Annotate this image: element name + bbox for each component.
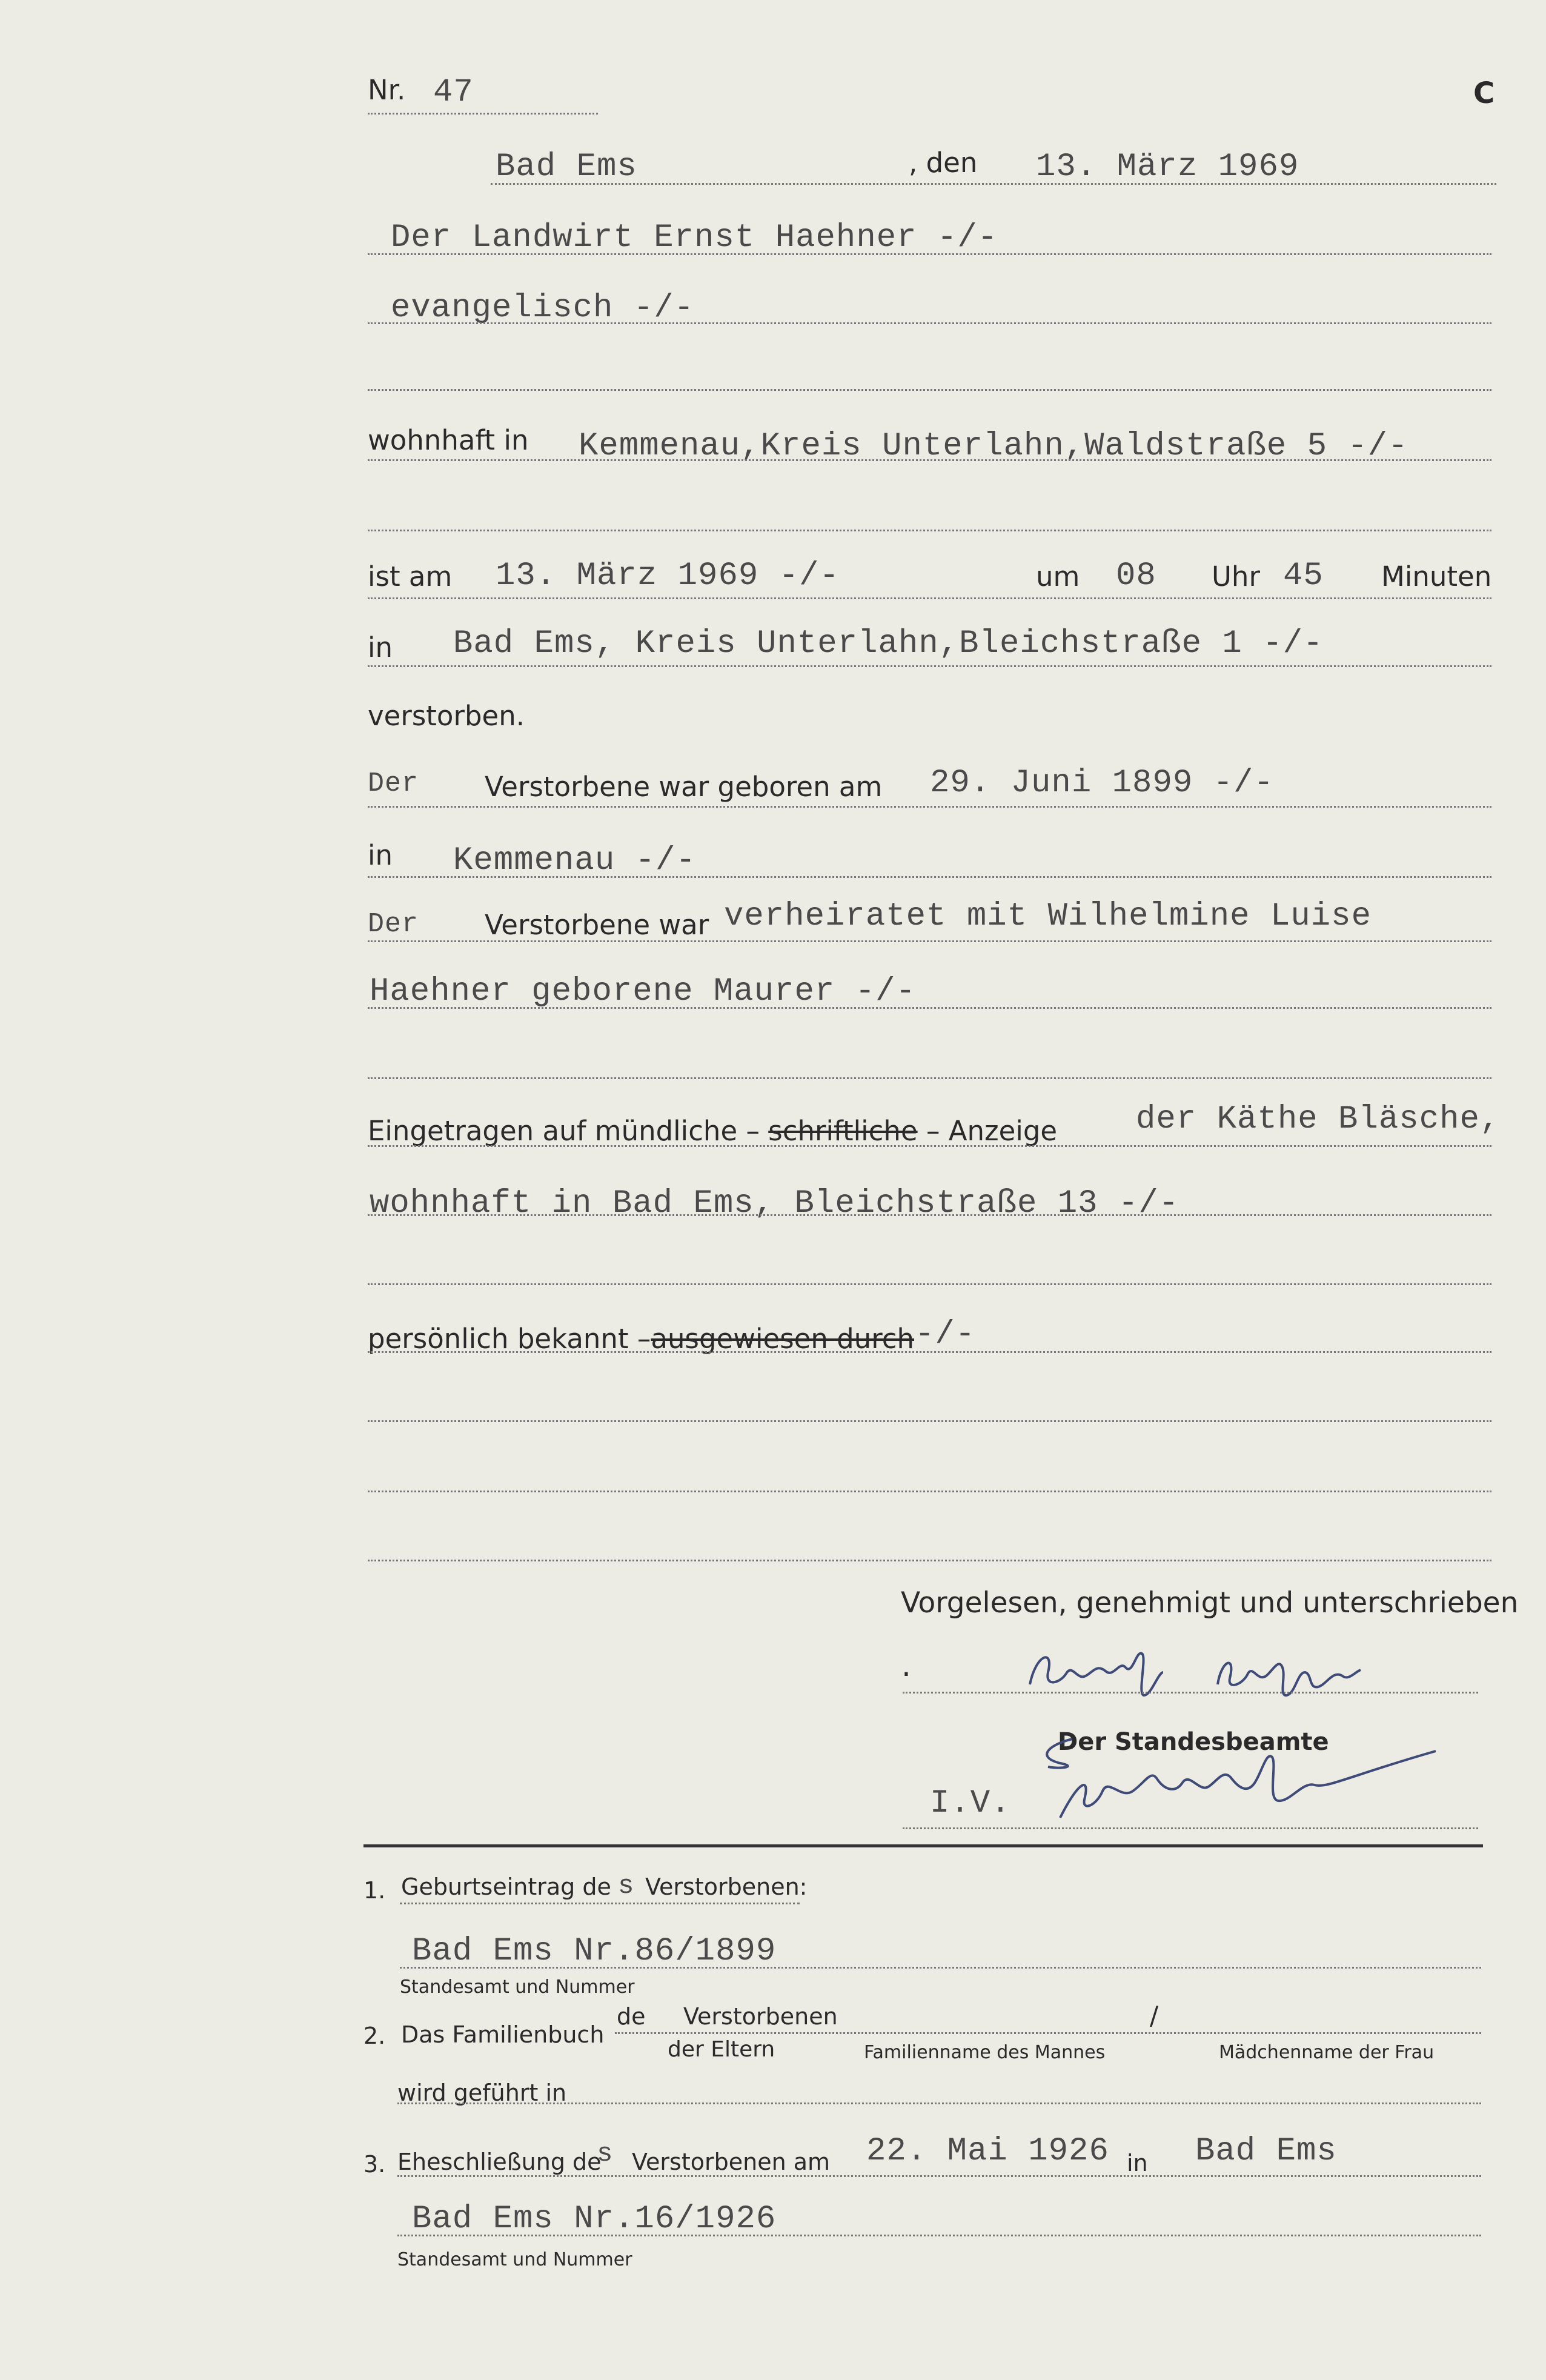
place: Bad Ems	[496, 148, 637, 185]
residence-value: Kemmenau,Kreis Unterlahn,Waldstraße 5 -/-	[579, 428, 1408, 465]
marriage-in-label: in	[1127, 2150, 1148, 2176]
marital-line-2	[368, 1007, 1491, 1009]
registrar-label: Der Standesbeamte	[1058, 1728, 1329, 1756]
marital-der-label: Der	[368, 909, 419, 940]
person-name: Der Landwirt Ernst Haehner -/-	[391, 219, 998, 256]
maiden-name-label: Mädchenname der Frau	[1219, 2042, 1435, 2063]
identity-label	[368, 1323, 914, 1355]
deceased-label: Verstorbenen	[683, 2003, 838, 2030]
report-line	[368, 1145, 1491, 1147]
reporter-address: wohnhaft in Bad Ems, Bleichstraße 13 -/-	[370, 1185, 1179, 1222]
place-date-line	[491, 183, 1496, 185]
office-label-2: Standesamt und Nummer	[397, 2249, 632, 2270]
birth-place: Kemmenau -/-	[453, 842, 696, 879]
marital-line2: Haehner geborene Maurer -/-	[370, 973, 916, 1010]
religion: evangelisch -/-	[391, 290, 695, 327]
kept-label: wird geführt in	[397, 2079, 567, 2106]
death-date: 13. März 1969 -/-	[496, 557, 840, 594]
signature-line-2	[903, 1827, 1478, 1829]
marriage-entry-line	[397, 2235, 1481, 2236]
report-prefix: Eingetragen auf mündliche –	[368, 1115, 760, 1147]
birth-entry-value: Bad Ems Nr.86/1899	[412, 1933, 777, 1970]
marital-line-1	[368, 940, 1491, 942]
verstorben-label: verstorben.	[368, 700, 525, 732]
section-divider	[363, 1844, 1483, 1847]
marriage-place: Bad Ems	[1195, 2133, 1337, 2170]
religion-line	[368, 322, 1491, 324]
marital-label: Verstorbene war	[485, 909, 709, 941]
minuten-label: Minuten	[1381, 560, 1492, 593]
blank-line-4	[368, 1283, 1491, 1285]
note-3-number: 3.	[363, 2151, 386, 2178]
de-label: de	[617, 2003, 646, 2030]
name-slash: /	[1150, 2001, 1159, 2030]
birth-place-line	[368, 876, 1491, 878]
birth-in-label: in	[368, 839, 393, 871]
blank-line-6	[368, 1491, 1491, 1492]
report-suffix: – Anzeige	[926, 1115, 1058, 1147]
blank-line-5	[368, 1420, 1491, 1422]
dot-mark: .	[901, 1648, 911, 1683]
blank-line-2	[368, 530, 1491, 531]
marriage-s: s	[597, 2139, 614, 2169]
signature-reporter	[1018, 1636, 1412, 1709]
marriage-entry: Bad Ems Nr.16/1926	[412, 2201, 777, 2238]
marriage-label: Eheschließung de	[397, 2149, 602, 2175]
marriage-label2: Verstorbenen am	[632, 2149, 831, 2175]
husband-name-label: Familienname des Mannes	[864, 2042, 1106, 2063]
birth-entry-label2: Verstorbenen:	[645, 1873, 808, 1900]
death-label: ist am	[368, 560, 453, 593]
family-book-label: Das Familienbuch	[401, 2021, 605, 2048]
blank-line-3	[368, 1077, 1491, 1079]
birth-entry-label: Geburtseintrag de	[401, 1873, 611, 1900]
residence-line	[368, 459, 1491, 461]
note-1-number: 1.	[363, 1877, 386, 1904]
birth-line	[368, 806, 1491, 808]
signature-registrar	[1024, 1733, 1448, 1830]
birth-date: 29. Juni 1899 -/-	[930, 765, 1274, 802]
marriage-line	[397, 2175, 1481, 2177]
parents-label: der Eltern	[668, 2037, 775, 2062]
death-place: Bad Ems, Kreis Unterlahn,Bleichstraße 1 -/-	[453, 625, 1324, 662]
identity-line	[368, 1351, 1491, 1353]
note-2-number: 2.	[363, 2023, 386, 2049]
identity-value: -/-	[915, 1316, 976, 1353]
birth-label: Verstorbene war geboren am	[485, 771, 883, 803]
family-book-line	[615, 2032, 1481, 2034]
birth-der-label: Der	[368, 768, 419, 799]
read-approved-text: Vorgelesen, genehmigt und unterschrieben	[901, 1586, 1519, 1620]
nr-label: Nr.	[368, 74, 406, 106]
reporter-address-line	[368, 1214, 1491, 1216]
death-place-line	[368, 665, 1491, 667]
um-label: um	[1036, 560, 1080, 593]
report-struck: schriftliche	[768, 1115, 918, 1147]
birth-entry-label-line	[400, 1903, 800, 1904]
marriage-date: 22. Mai 1926	[866, 2133, 1109, 2170]
marital-line1: verheiratet mit Wilhelmine Luise	[724, 898, 1372, 935]
death-hour: 08	[1116, 557, 1156, 594]
death-line	[368, 597, 1491, 599]
death-minute: 45	[1283, 557, 1324, 594]
birth-entry-line	[400, 1967, 1481, 1969]
kept-line	[397, 2102, 1481, 2104]
corner-letter: C	[1473, 76, 1495, 110]
nr-value: 47	[433, 74, 474, 111]
reporter: der Käthe Bläsche,	[1136, 1101, 1501, 1138]
person-line	[368, 253, 1491, 255]
report-label	[368, 1115, 1057, 1147]
record-date: 13. März 1969	[1036, 148, 1299, 185]
signature-line-1	[903, 1692, 1478, 1694]
office-label-1: Standesamt und Nummer	[400, 1976, 635, 1998]
birth-entry-s: s	[618, 1871, 635, 1901]
uhr-label: Uhr	[1212, 560, 1260, 593]
identity-struck: ausgewiesen durch	[651, 1323, 915, 1355]
death-in-label: in	[368, 631, 393, 663]
iv-label: I.V.	[930, 1785, 1011, 1822]
blank-line-7	[368, 1560, 1491, 1561]
nr-line	[368, 113, 598, 115]
residence-label: wohnhaft in	[368, 424, 529, 456]
identity-prefix: persönlich bekannt –	[368, 1323, 651, 1355]
den-label: , den	[909, 147, 978, 179]
blank-line-1	[368, 389, 1491, 391]
